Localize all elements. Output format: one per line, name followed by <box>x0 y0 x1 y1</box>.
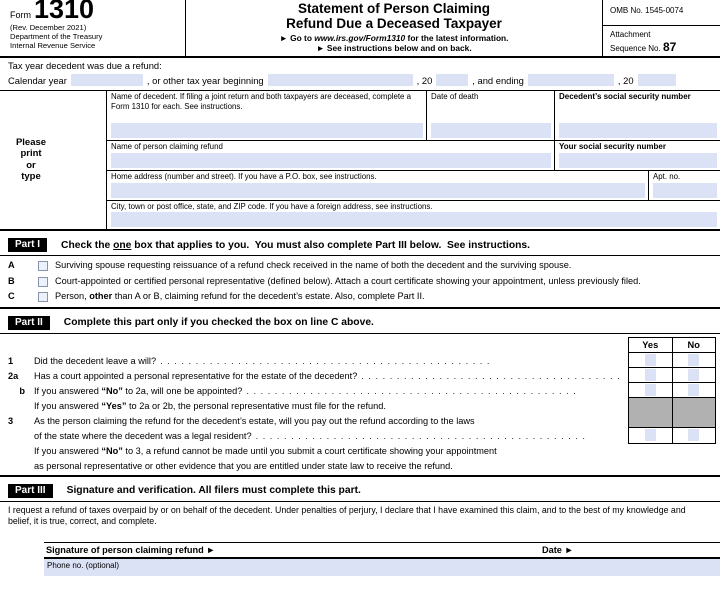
decedent-ssn-label: Decedent’s social security number <box>559 92 691 101</box>
part-1-badge: Part I <box>8 238 47 252</box>
line-b-letter: B <box>8 275 15 286</box>
home-address-input[interactable] <box>111 183 645 198</box>
question-1-line <box>0 354 622 369</box>
beginning-year-input[interactable] <box>436 74 468 86</box>
decedent-name-label: Name of decedent. If filing a joint return and both taxpayers are deceased, complete a Form 1310 for each. See instructions. <box>111 92 412 111</box>
part-2-questions <box>0 337 720 475</box>
dot-leader <box>160 354 622 369</box>
part-2-rule <box>0 333 720 334</box>
part-2-bottom-rule <box>0 475 720 477</box>
claimant-row <box>107 141 720 171</box>
date-label[interactable]: Date ► <box>542 545 574 556</box>
shaded-row <box>629 398 715 428</box>
tax-year-beginning-input[interactable] <box>268 74 413 86</box>
q3-yes-checkbox[interactable] <box>645 429 656 441</box>
line-b-checkbox[interactable] <box>38 277 48 287</box>
form-title-line-1: Statement of Person Claiming <box>297 1 491 16</box>
signature-block <box>44 542 720 576</box>
date-of-death-label: Date of death <box>431 92 479 101</box>
part-1-heading: Check the one box that applies to you. You must also complete Part III below. See instructions. <box>61 239 531 251</box>
line-b-text: Court-appointed or certified personal representative (defined below). Attach a court certificate showing your appointment, unless previously filed. <box>55 275 641 286</box>
your-ssn-input[interactable] <box>559 153 717 168</box>
date-of-death-cell <box>426 91 554 140</box>
note-yes-2a-2b-text: If you answered “Yes” to 2a or 2b, the personal representative must file for the refund. <box>34 400 386 411</box>
line-c-letter: C <box>8 291 15 301</box>
part-2-heading: Complete this part only if you checked the box on line C above. <box>63 317 374 328</box>
question-2b-line <box>0 384 622 399</box>
line-b-item <box>0 276 720 288</box>
line-a-text: Surviving spouse requesting reissuance of a refund check received in the name of both the decedent and the surviving spouse. <box>55 260 572 270</box>
city-input[interactable] <box>111 212 717 227</box>
question-1-text: Did the decedent leave a will? <box>34 355 157 366</box>
irs-url-link[interactable]: www.irs.gov/Form1310 <box>314 33 406 44</box>
decedent-ssn-cell <box>554 91 720 140</box>
see-instructions-note: ► See instructions below and on back. <box>316 43 472 54</box>
question-2a-line <box>0 369 622 384</box>
claimant-name-input[interactable] <box>111 153 551 168</box>
attachment-sequence <box>603 26 720 55</box>
question-2b-number: b <box>19 385 25 396</box>
address-row <box>107 171 720 201</box>
question-3-line-1 <box>0 414 622 429</box>
q3-no-cell <box>672 428 716 443</box>
apt-cell <box>648 171 720 200</box>
sequence-word: Sequence No. <box>610 44 663 53</box>
tax-year-ending-input[interactable] <box>528 74 614 86</box>
q1-no-cell <box>672 353 716 367</box>
shaded-yes-cell <box>629 398 672 427</box>
signature-line-row <box>44 542 720 559</box>
claimant-name-cell <box>107 141 554 170</box>
yes-no-header <box>629 338 715 353</box>
q1-no-checkbox[interactable] <box>688 354 699 366</box>
agency-line-2: Internal Revenue Service <box>10 41 96 51</box>
identity-section <box>0 90 720 231</box>
line-c-checkbox[interactable] <box>38 292 48 302</box>
q1-yes-cell <box>629 353 672 367</box>
question-2a-text: Has a court appointed a personal representative for the estate of the decedent? <box>34 370 358 381</box>
your-ssn-label: Your social security number <box>559 142 666 151</box>
and-ending-label: , and ending <box>472 75 524 86</box>
q2b-yes-checkbox[interactable] <box>645 384 656 396</box>
claimant-name-label: Name of person claiming refund <box>111 142 223 151</box>
q3-no-checkbox[interactable] <box>688 429 699 441</box>
identity-table <box>106 91 720 229</box>
question-3-text-line-2: of the state where the decedent was a legal resident? <box>34 430 252 441</box>
city-label: City, town or post office, state, and ZIP code. If you have a foreign address, see instructions. <box>111 202 433 211</box>
shaded-no-cell <box>672 398 716 427</box>
attachment-word: Attachment <box>610 30 651 39</box>
part-1-rule <box>0 255 720 256</box>
question-3-line-2 <box>0 429 622 444</box>
line-a-checkbox[interactable] <box>38 261 48 271</box>
gutter-word-print: print <box>20 148 42 160</box>
goto-suffix: for the latest information. <box>405 33 509 44</box>
apt-label: Apt. no. <box>653 172 681 181</box>
dot-leader <box>256 429 622 444</box>
decedent-row <box>107 91 720 141</box>
no-column-header: No <box>672 338 716 352</box>
part-2-section <box>0 316 720 477</box>
yes-column-header: Yes <box>642 339 659 350</box>
perjury-declaration: I request a refund of taxes overpaid by or on behalf of the decedent. Under penalties of perjury, I declare that I have examined this claim, and to the best of my knowledge and belief, it is true, correct, and complete. <box>8 504 686 527</box>
gutter-word-please: Please <box>15 137 47 148</box>
tax-year-section <box>0 58 720 86</box>
line-a-item <box>0 260 720 272</box>
comma-20-label-a: , 20 <box>416 75 433 86</box>
q2b-no-checkbox[interactable] <box>688 384 699 396</box>
gutter-word-or: or <box>26 159 36 171</box>
part-2-badge: Part II <box>8 316 50 330</box>
note-no-3-text-line-2: as personal representative or other evidence that you are entitled under state law to receive the refund. <box>34 460 453 471</box>
date-of-death-input[interactable] <box>431 123 551 138</box>
goto-instruction <box>186 33 602 43</box>
q3-answer-row <box>629 428 715 443</box>
city-cell <box>107 201 720 229</box>
question-3-text-line-1: As the person claiming the refund for the decedent’s estate, will you pay out the refund according to the laws <box>34 415 475 426</box>
q2b-yes-cell <box>629 383 672 397</box>
city-row <box>107 201 720 229</box>
q2a-answer-row <box>629 368 715 383</box>
home-address-label: Home address (number and street). If you have a P.O. box, see instructions. <box>111 172 377 181</box>
ending-year-input[interactable] <box>638 74 676 86</box>
q2b-answer-row <box>629 383 715 398</box>
form-title-line-2: Refund Due a Deceased Taxpayer <box>286 16 502 32</box>
part-1-bottom-rule <box>0 307 720 309</box>
part-1-section <box>0 238 720 309</box>
your-ssn-cell <box>554 141 720 170</box>
phone-label: Phone no. (optional) <box>47 561 120 571</box>
revision-date: (Rev. December 2021) <box>10 23 87 32</box>
decedent-name-cell <box>107 91 426 140</box>
q1-answer-row <box>629 353 715 368</box>
apt-input[interactable] <box>653 183 717 198</box>
form-title-block <box>186 0 602 56</box>
note-no-3-line-1 <box>0 444 622 459</box>
form-word: Form <box>10 10 31 20</box>
decedent-ssn-input[interactable] <box>559 123 717 138</box>
q2b-no-cell <box>672 383 716 397</box>
q3-yes-cell <box>629 428 672 443</box>
note-no-3-line-2 <box>0 459 622 474</box>
home-address-cell <box>107 171 648 200</box>
omb-number: OMB No. 1545-0074 <box>603 0 720 26</box>
q2a-no-checkbox[interactable] <box>688 369 699 381</box>
form-number: 1310 <box>34 0 95 24</box>
please-print-or-type-label <box>0 137 106 183</box>
part-3-section <box>0 484 720 577</box>
q2a-yes-checkbox[interactable] <box>645 369 656 381</box>
q1-yes-checkbox[interactable] <box>645 354 656 366</box>
line-c-item <box>0 291 720 303</box>
yes-no-table <box>628 337 716 444</box>
calendar-year-label: Calendar year <box>8 75 67 86</box>
phone-input[interactable] <box>44 559 720 576</box>
q2a-no-cell <box>672 368 716 382</box>
question-2b-text: If you answered “No” to 2a, will one be appointed? <box>34 385 243 396</box>
dot-leader <box>246 384 622 399</box>
note-no-3-text-line-1: If you answered “No” to 3, a refund cannot be made until you submit a court certificate showing your appointment <box>34 445 497 456</box>
dot-leader <box>361 369 622 384</box>
q2a-yes-cell <box>629 368 672 382</box>
part-3-badge: Part III <box>8 484 53 498</box>
omb-block <box>602 0 720 56</box>
line-c-text: Person, other than A or B, claiming refund for the decedent’s estate. Also, complete Part II. <box>55 291 425 301</box>
line-a-letter: A <box>8 260 15 270</box>
form-id-block <box>0 0 186 56</box>
part-3-heading: Signature and verification. All filers must complete this part. <box>66 485 361 496</box>
decedent-name-input[interactable] <box>111 123 423 138</box>
other-tax-year-label: , or other tax year beginning <box>146 75 264 86</box>
question-3-number: 3 <box>8 415 14 426</box>
sequence-number: 87 <box>662 40 677 54</box>
tax-year-heading: Tax year decedent was due a refund: <box>8 60 162 71</box>
question-1-number: 1 <box>8 355 14 366</box>
comma-20-label-b: , 20 <box>617 75 634 86</box>
agency-line-1: Department of the Treasury <box>10 32 103 41</box>
tax-year-line <box>8 74 720 86</box>
gutter-word-type: type <box>21 171 41 183</box>
question-2a-number: 2a <box>8 370 19 381</box>
goto-prefix: ► Go to <box>279 33 315 44</box>
form-header <box>0 0 720 58</box>
note-yes-2a-2b-line <box>0 399 622 414</box>
calendar-year-input[interactable] <box>71 74 143 86</box>
signature-label[interactable]: Signature of person claiming refund ► <box>46 545 216 556</box>
